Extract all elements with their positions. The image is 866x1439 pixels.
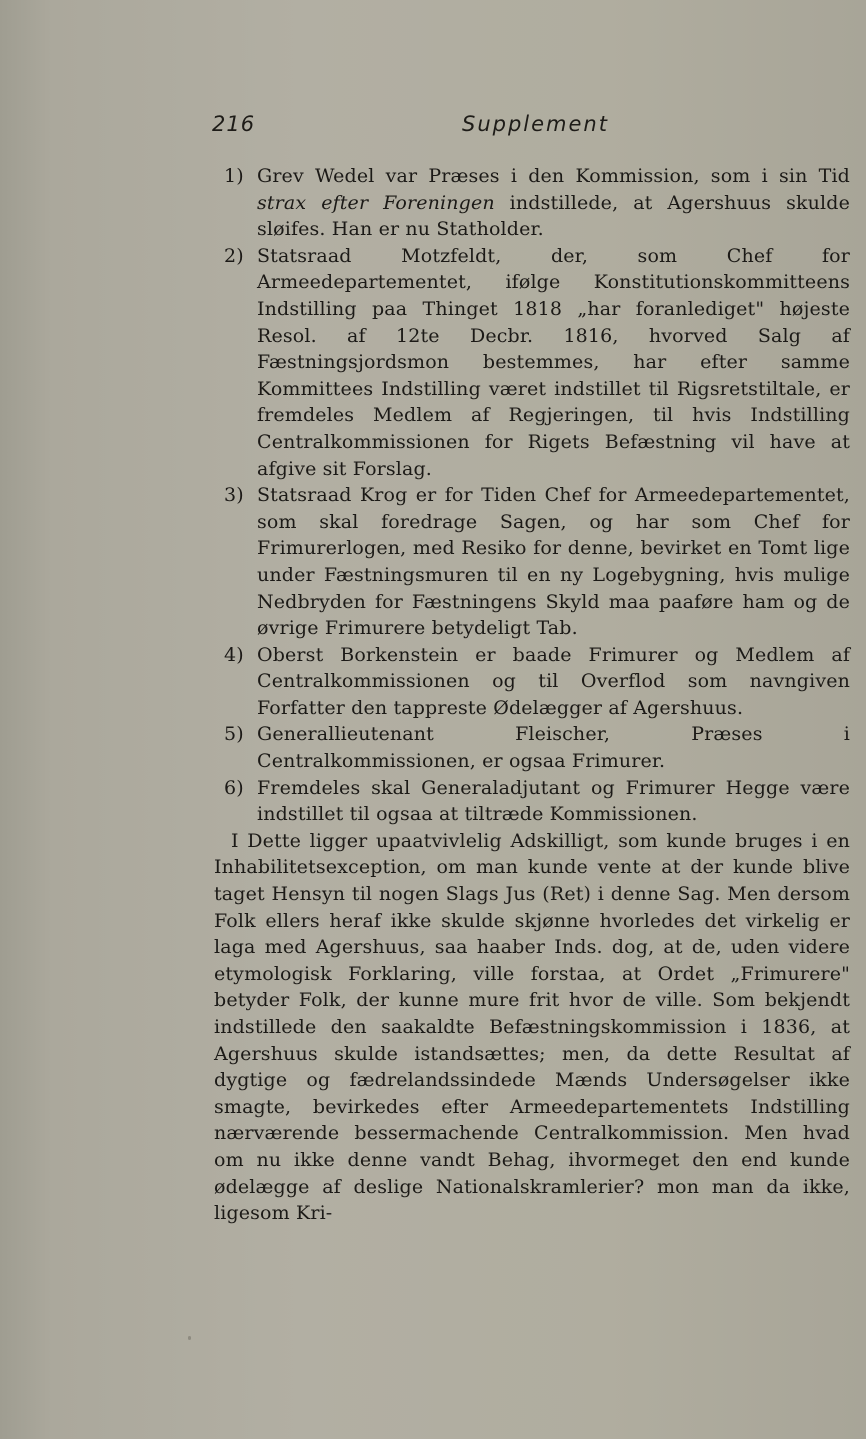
footnote-3 <box>214 482 850 642</box>
body-text <box>214 163 850 1227</box>
footnote-text: Fremdeles skal Generaladjutant og Frimurer Hegge være indstillet til ogsaa at tiltræde Kommissionen. <box>257 776 850 826</box>
footnote-number: 5) <box>224 723 244 746</box>
footnote-text: Statsraad Motzfeldt, der, som Chef for Armeedepartementet, ifølge Konstitutionskommitteens Indstilling paa Thinget 1818 „har foranlediget" højeste Resol. af 12te Decbr. 1816, hvorved Salg af Fæstningsjordsmon bestemmes, har efter samme Kommittees Indstilling været indstillet til Rigsretstiltale, er fremdeles Medlem af Regjeringen, til hvis Indstilling Centralkommissionen for Rigets Befæstning vil have at afgive sit Forslag. <box>257 244 850 480</box>
footnote-1 <box>214 163 850 243</box>
footnote-text: Grev Wedel var Præses i den Kommission, som i sin Tid <box>257 165 850 187</box>
footnote-6 <box>214 775 850 828</box>
footnote-number: 2) <box>224 244 244 267</box>
footnote-text: indstillede, at Agershuus skulde sløifes. Han er nu Statholder. <box>257 191 850 241</box>
footnote-4 <box>214 642 850 722</box>
footnote-number: 1) <box>224 165 244 187</box>
body-paragraph: I Dette ligger upaatvivlelig Adskilligt, som kunde bruges i en Inhabilitetsexception, om man kunde vente at der kunde blive taget Hensyn til nogen Slags Jus (Ret) i denne Sag. Men dersom Folk ellers heraf ikke skulde skjønne hvorledes det virkelig er laga med Agershuus, saa haaber Inds. dog, at de, uden videre etymologisk Forklaring, ville forstaa, at Ordet „Frimurere" betyder Folk, der kunne mure frit hvor de ville. Som bekjendt indstillede den saakaldte Befæstningskommission i 1836, at Agershuus skulde istandsættes; men, da dette Resultat af dygtige og fædrelandssindede Mænds Undersøgelser ikke smagte, bevirkedes efter Armeedepartementets Indstilling nærværende bessermachende Centralkommission. Men hvad om nu ikke denne vandt Behag, ihvormeget den end kunde ødelægge af deslige Nationalskramlerier? mon man da ikke, ligesom Kri- <box>214 829 850 1225</box>
footnote-number: 3) <box>224 484 244 507</box>
footnote-text: Oberst Borkenstein er baade Frimurer og Medlem af Centralkommissionen og til Overflod som navngiven Forfatter den tappreste Ødelægger af Agershuus. <box>257 643 850 719</box>
footnote-italic-text: strax efter Foreningen <box>257 191 495 214</box>
footnote-number: 6) <box>224 776 244 799</box>
footnote-5 <box>214 721 850 774</box>
footnote-text: Generallieutenant Fleischer, Præses i Centralkommissionen, er ogsaa Frimurer. <box>257 723 850 773</box>
footnote-number: 4) <box>224 643 244 666</box>
page-number: 216 <box>212 112 256 136</box>
footnote-2 <box>214 243 850 482</box>
page-header <box>212 112 852 142</box>
paper-speck <box>188 1336 191 1340</box>
running-title: Supplement <box>462 112 609 136</box>
footnote-text: Statsraad Krog er for Tiden Chef for Armeedepartementet, som skal foredrage Sagen, og har som Chef for Frimurerlogen, med Resiko for denne, bevirket en Tomt lige under Fæstningsmuren til en ny Logebygning, hvis mulige Nedbryden for Fæstningens Skyld maa paaføre ham og de øvrige Frimurere betydeligt Tab. <box>257 484 850 640</box>
